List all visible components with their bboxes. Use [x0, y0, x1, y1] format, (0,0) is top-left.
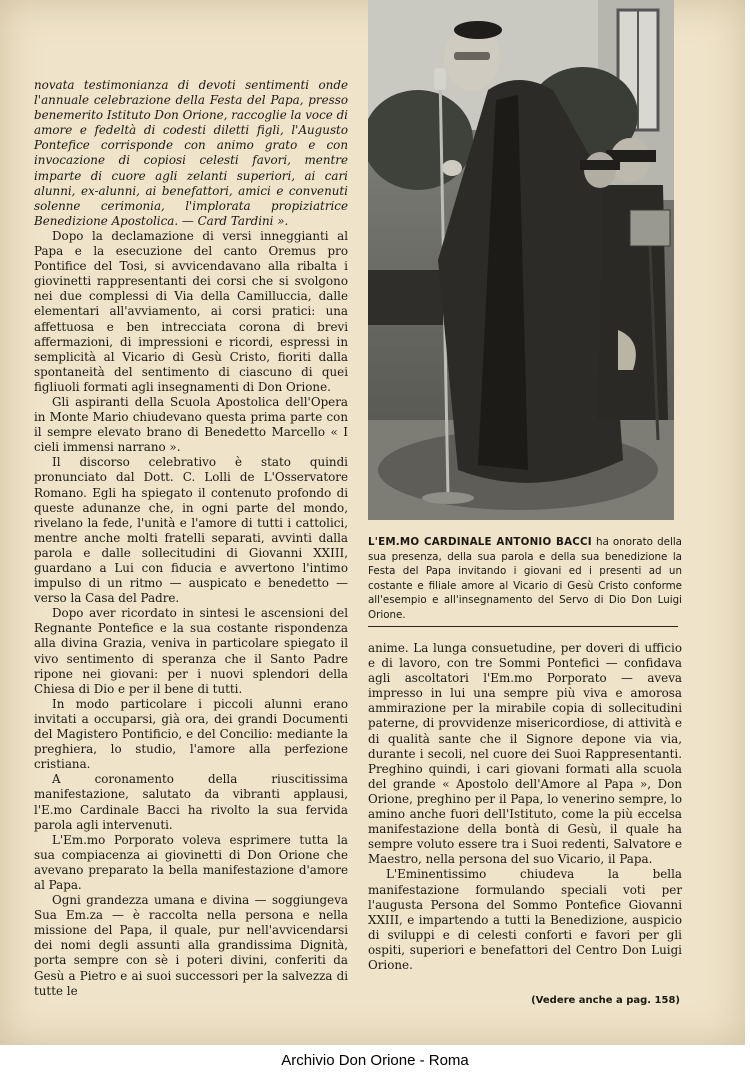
paragraph: L'Eminentissimo chiudeva la bella manifestazione formulando speciali voti per l'augusta Persona del Sommo Pontefice Giovanni XXIII, e impartendo a tutti la Benedizione, auspicio di sviluppi e di celesti conforti e favori per gli ospiti, superiori e benefattori del Centro Don Luigi Orione. — [368, 867, 682, 972]
see-also-note: (Vedere anche a pag. 158) — [531, 995, 680, 1006]
paragraph: anime. La lunga consuetudine, per doveri di ufficio e di lavoro, con tre Sommi Pontefici — confidava agli ascoltatori l'Em.mo Porporato — aveva impresso in lui una sempre più viva e amorosa ammirazione per la mirabile copia di sollecitudini paterne, di provvidenze misericordiose, di attività e di qualità sante che il Signore depone via via, durante i secoli, nel cuore dei Suoi Rappresentanti. Preghino quindi, i cari giovani formati alla scuola del grande « Apostolo dell'Amore al Papa », Don Orione, preghino per il Papa, lo venerino sempre, lo amino anche fuori dell'Istituto, come la più eccelsa manifestazione della bontà di Gesù, il quale ha sempre voluto essere tra i Suoi redenti, Salvatore e Maestro, nella persona del suo Vicario, il Papa. — [368, 641, 682, 867]
caption-divider — [368, 626, 678, 627]
caption-lead: L'EM.MO CARDINALE ANTONIO BACCI — [368, 536, 592, 548]
paragraph: Dopo la declamazione di versi inneggianti al Papa e la esecuzione del canto Oremus pro Pontifice del Tosi, si avvicendavano alla ribalta i giovinetti rappresentanti dei corsi che si svolgono nei due complessi di Via della Camilluccia, dalle elementari all'avviamento, ai corsi pratici: una affettuosa e ben intrecciata corona di brevi affermazioni, di impressioni e ricordi, espressi in semplicità al Vicario di Gesù Cristo, fioriti dalla spontaneità del sentimento di ciascuno di quei figliuoli formati agli insegnamenti di Don Orione. — [34, 228, 348, 394]
paragraph: Il discorso celebrativo è stato quindi pronunciato dal Dott. C. Lolli de L'Osservatore Romano. Egli ha spiegato il contenuto profondo di queste adunanze che, in ogni parte del mondo, rivelano la fede, l'unità e l'amore di tutti i cattolici, mentre anche molti fratelli separati, avvinti dalla parola e dalle sollecitudini di Giovanni XXIII, guardano a Lui con fiducia e avvertono l'intimo impulso di un ritmo — auspicato e benedetto — verso la Casa del Padre. — [34, 455, 348, 606]
paragraph: Ogni grandezza umana e divina — soggiungeva Sua Em.za — è raccolta nella persona e nella missione del Papa, il quale, pur nell'avvicendarsi dei nomi degli assunti alla grandissima Dignità, porta sempre con sè i poteri divini, conferiti da Gesù a Pietro e ai suoi successori per la salvezza di tutte le — [34, 893, 348, 998]
paragraph: A coronamento della riuscitissima manifestazione, salutato da vibranti applausi, l'E.mo Cardinale Bacci ha rivolto la sua fervida parola agli intervenuti. — [34, 772, 348, 832]
paragraph: Dopo aver ricordato in sintesi le ascensioni del Regnante Pontefice e la sua costante rispondenza alla divina Grazia, veniva in particolare spiegato il vivo sentimento di speranza che il Santo Padre ripone nei giovani: per i nuovi splendori della Chiesa di Dio e per il bene di tutti. — [34, 606, 348, 696]
photo-illustration — [368, 0, 674, 520]
caption-text: ha onorato della sua presenza, della sua parola e della sua benedizione la Festa del Papa invitando i giovani ed i presenti ad un costante e filiale amore al Vicario di Gesù Cristo conforme all'esempio e all'insegnamento del Servo di Dio Don Luigi Orione. — [368, 536, 682, 621]
photo-caption — [368, 535, 682, 623]
paragraph: In modo particolare i piccoli alunni erano invitati a occuparsi, già ora, dei grandi Documenti del Magistero Pontificio, e del Concilio: mediante la preghiera, lo studio, l'amore alla perfezione cristiana. — [34, 696, 348, 772]
left-text-column — [34, 78, 348, 999]
archive-footer: Archivio Don Orione - Roma — [281, 1052, 469, 1069]
right-text-column — [368, 641, 682, 973]
paragraph: L'Em.mo Porporato voleva esprimere tutta la sua compiacenza ai giovinetti di Don Orione che avevano preparato la bella manifestazione d'amore al Papa. — [34, 832, 348, 892]
cardinal-photo — [368, 0, 674, 520]
telegram-text: novata testimonianza di devoti sentimenti onde l'annuale celebrazione della Festa del Papa, presso benemerito Istituto Don Orione, raccoglie la voce di amore e fedeltà di codesti diletti figli, l'Augusto Pontefice corrisponde con animo grato e con invocazione di copiosi celesti favori, mentre imparte di cuore agli zelanti superiori, ai cari alunni, ex-alunni, ai benefattori, amici e convenuti solenne cerimonia, l'implorata propiziatrice Benedizione Apostolica. — Card Tardini ». — [34, 78, 348, 228]
paragraph: Gli aspiranti della Scuola Apostolica dell'Opera in Monte Mario chiudevano questa prima parte con il sempre elevato brano di Benedetto Marcello « I cieli immensi narrano ». — [34, 394, 348, 455]
